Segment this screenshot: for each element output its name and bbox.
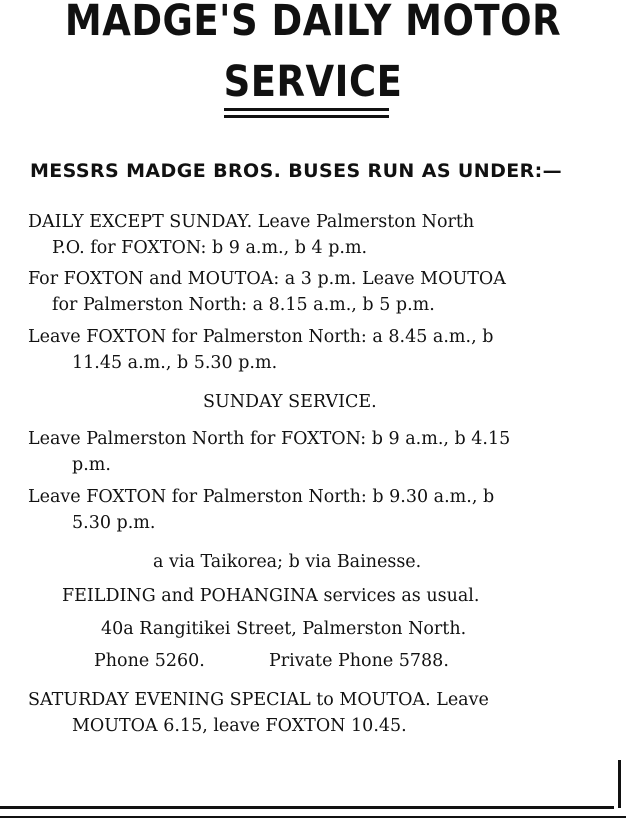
daily-line-5: Leave FOXTON for Palmerston North: a 8.45 a.m., b xyxy=(28,327,494,347)
sunday-heading: SUNDAY SERVICE. xyxy=(203,392,377,412)
border-rule-right xyxy=(618,760,621,808)
address: 40a Rangitikei Street, Palmerston North. xyxy=(101,619,467,639)
saturday-line-1: SATURDAY EVENING SPECIAL to MOUTOA. Leave xyxy=(28,690,489,710)
saturday-line-2: MOUTOA 6.15, leave FOXTON 10.45. xyxy=(72,716,407,736)
private-phone: Private Phone 5788. xyxy=(269,651,449,671)
daily-line-1: DAILY EXCEPT SUNDAY. Leave Palmerston North xyxy=(28,212,475,232)
subtitle: MESSRS MADGE BROS. BUSES RUN AS UNDER:— xyxy=(30,160,563,182)
daily-line-2: P.O. for FOXTON: b 9 a.m., b 4 p.m. xyxy=(52,238,368,258)
title-underline-upper xyxy=(224,108,389,111)
border-rule-bottom-thick xyxy=(0,806,614,809)
sunday-line-4: 5.30 p.m. xyxy=(72,513,156,533)
title-line-2: SERVICE xyxy=(223,57,403,107)
title-line-1: MADGE'S DAILY MOTOR xyxy=(64,0,562,46)
daily-line-3: For FOXTON and MOUTOA: a 3 p.m. Leave MOUTOA xyxy=(28,269,506,289)
sunday-line-3: Leave FOXTON for Palmerston North: b 9.30 a.m., b xyxy=(28,487,495,507)
daily-line-4: for Palmerston North: a 8.15 a.m., b 5 p.m. xyxy=(52,295,435,315)
title-underline-lower xyxy=(224,115,389,118)
sunday-line-2: p.m. xyxy=(72,455,111,475)
feilding-note: FEILDING and POHANGINA services as usual. xyxy=(62,586,480,606)
daily-line-6: 11.45 a.m., b 5.30 p.m. xyxy=(72,353,278,373)
sunday-line-1: Leave Palmerston North for FOXTON: b 9 a.m., b 4.15 xyxy=(28,429,511,449)
phone: Phone 5260. xyxy=(94,651,205,671)
route-legend: a via Taikorea; b via Bainesse. xyxy=(153,552,422,572)
border-rule-bottom-thin xyxy=(0,816,626,818)
